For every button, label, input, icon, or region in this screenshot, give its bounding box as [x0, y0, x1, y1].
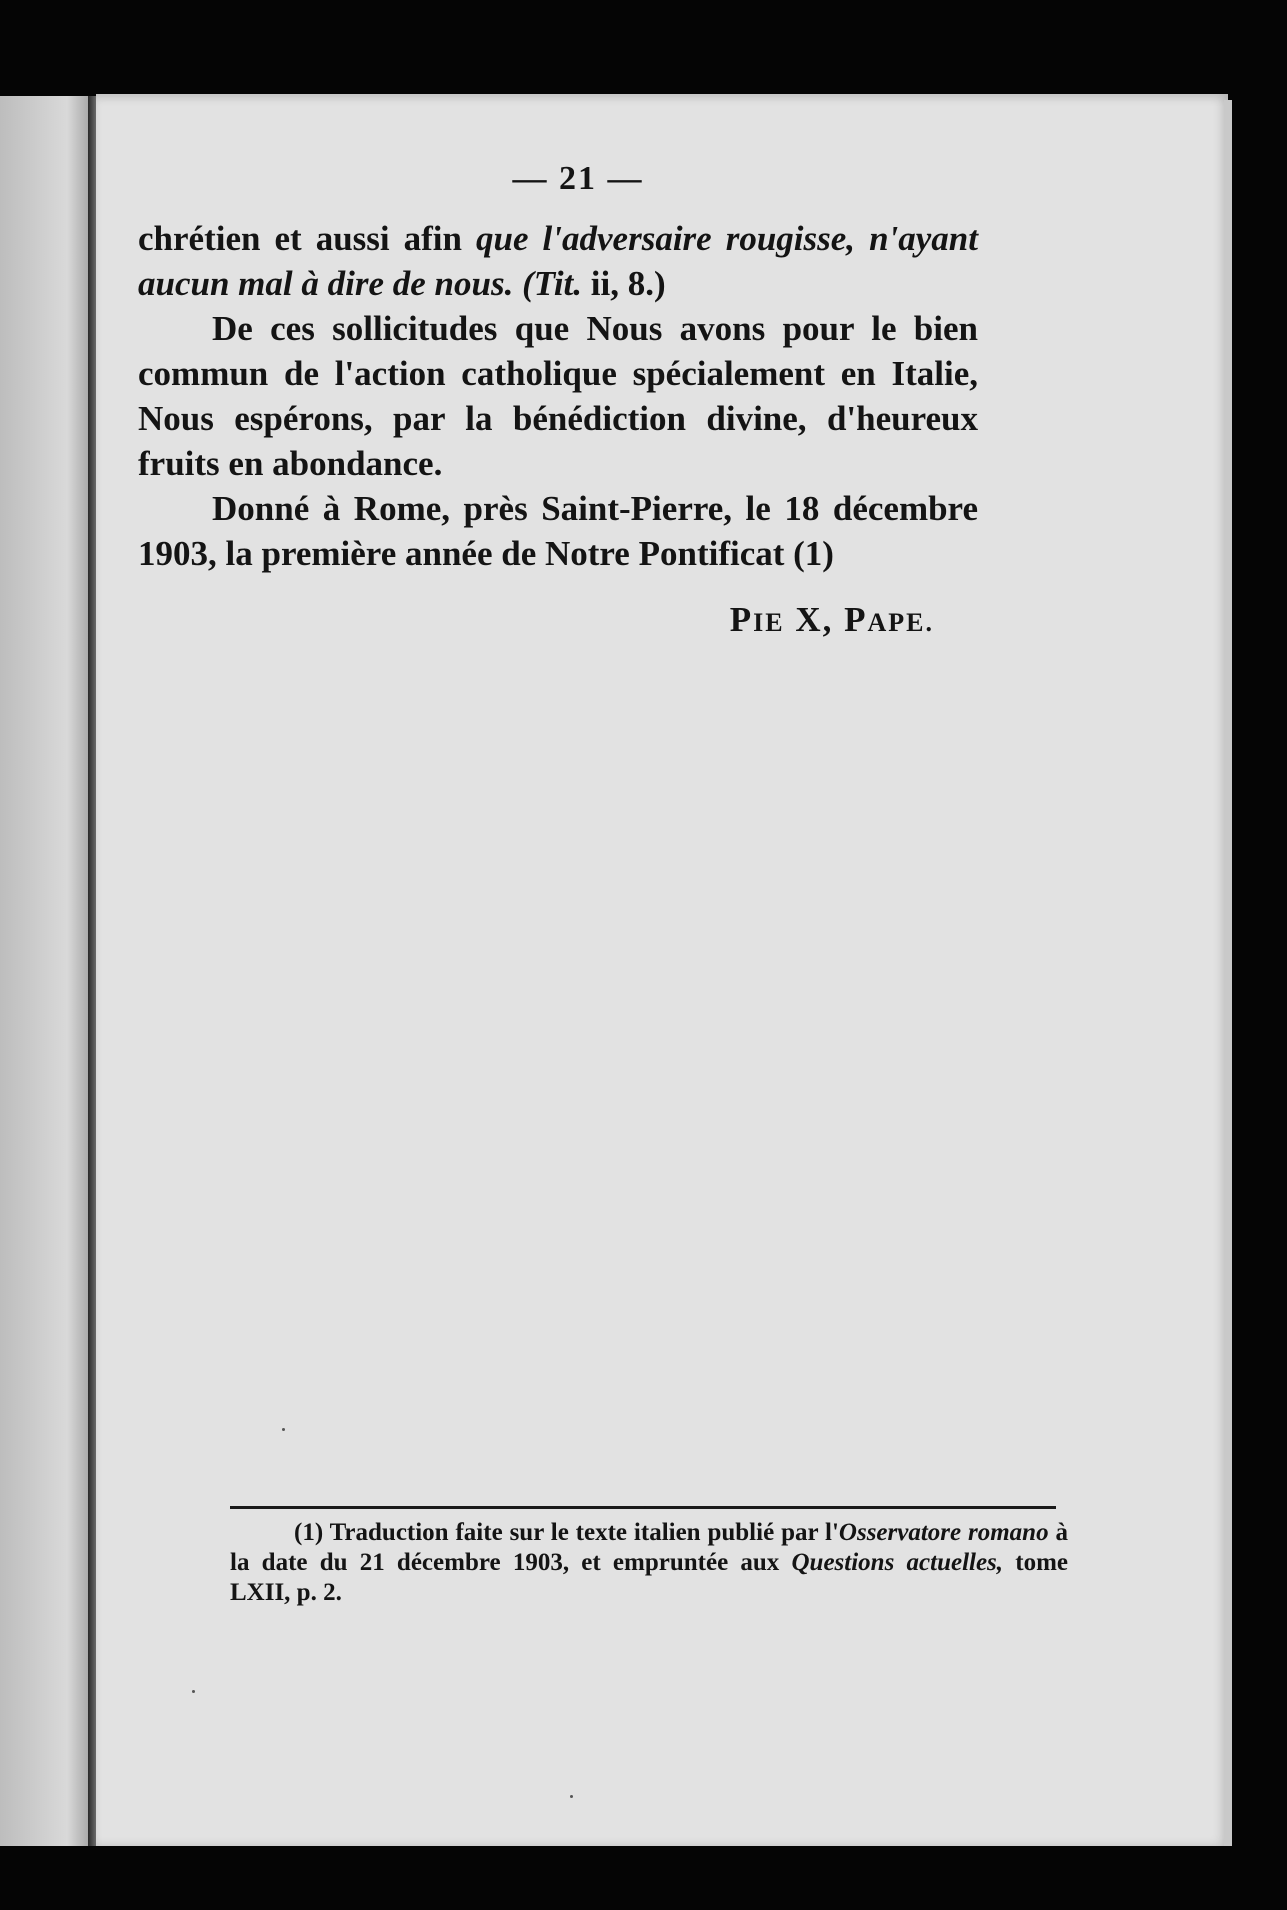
signature-name-initial: P [729, 600, 754, 639]
footnote-rule [230, 1506, 1056, 1509]
page-right-edge [1224, 100, 1232, 1846]
paragraph-1 [138, 216, 978, 306]
page-text-block [138, 160, 978, 640]
signature-title-rest: APE. [867, 608, 934, 637]
signature-name-rest: IE [753, 608, 785, 637]
footnote-run-2-italic: Osservatore romano [838, 1519, 1049, 1546]
signature [138, 600, 978, 640]
paragraph-1-run-1: chrétien et aussi afin [138, 219, 477, 258]
paragraph-1-run-2-italic: que l'adversaire rougisse, n'ayant aucun mal à dire de nous. (Tit. [138, 219, 978, 303]
footnote [230, 1518, 1068, 1608]
footnote-run-3: à la date du 21 décembre 1903, et empruntée aux [230, 1519, 1068, 1576]
paragraph-2-run-1: De ces sollicitudes que Nous avons pour le bien commun de l'action catholique spécialement en Italie, Nous espérons, par la bénédiction divine, d'heureux fruits en abondance. [138, 309, 978, 483]
paragraph-1-run-3: ii, 8.) [582, 264, 666, 303]
footnote-run-1: (1) Traduction faite sur le texte italien publié par l' [294, 1519, 839, 1546]
paragraph-3-run-1: Donné à Rome, près Saint-Pierre, le 18 décembre 1903, la première année de Notre Pontificat (1) [138, 489, 978, 573]
previous-page-edge [0, 96, 96, 1846]
page-number: — 21 — [512, 160, 644, 197]
signature-title-initial: P [844, 600, 868, 639]
footnote-run-4-italic: Questions actuelles, [791, 1549, 1004, 1576]
paragraph-2 [138, 306, 978, 486]
footnote-run-5: tome LXII, p. 2. [230, 1549, 1068, 1606]
signature-mid: X, [784, 600, 845, 639]
paper-speck [570, 1795, 573, 1798]
paper-speck [192, 1690, 195, 1693]
paper-speck [282, 1428, 285, 1431]
paragraph-3 [138, 486, 978, 576]
